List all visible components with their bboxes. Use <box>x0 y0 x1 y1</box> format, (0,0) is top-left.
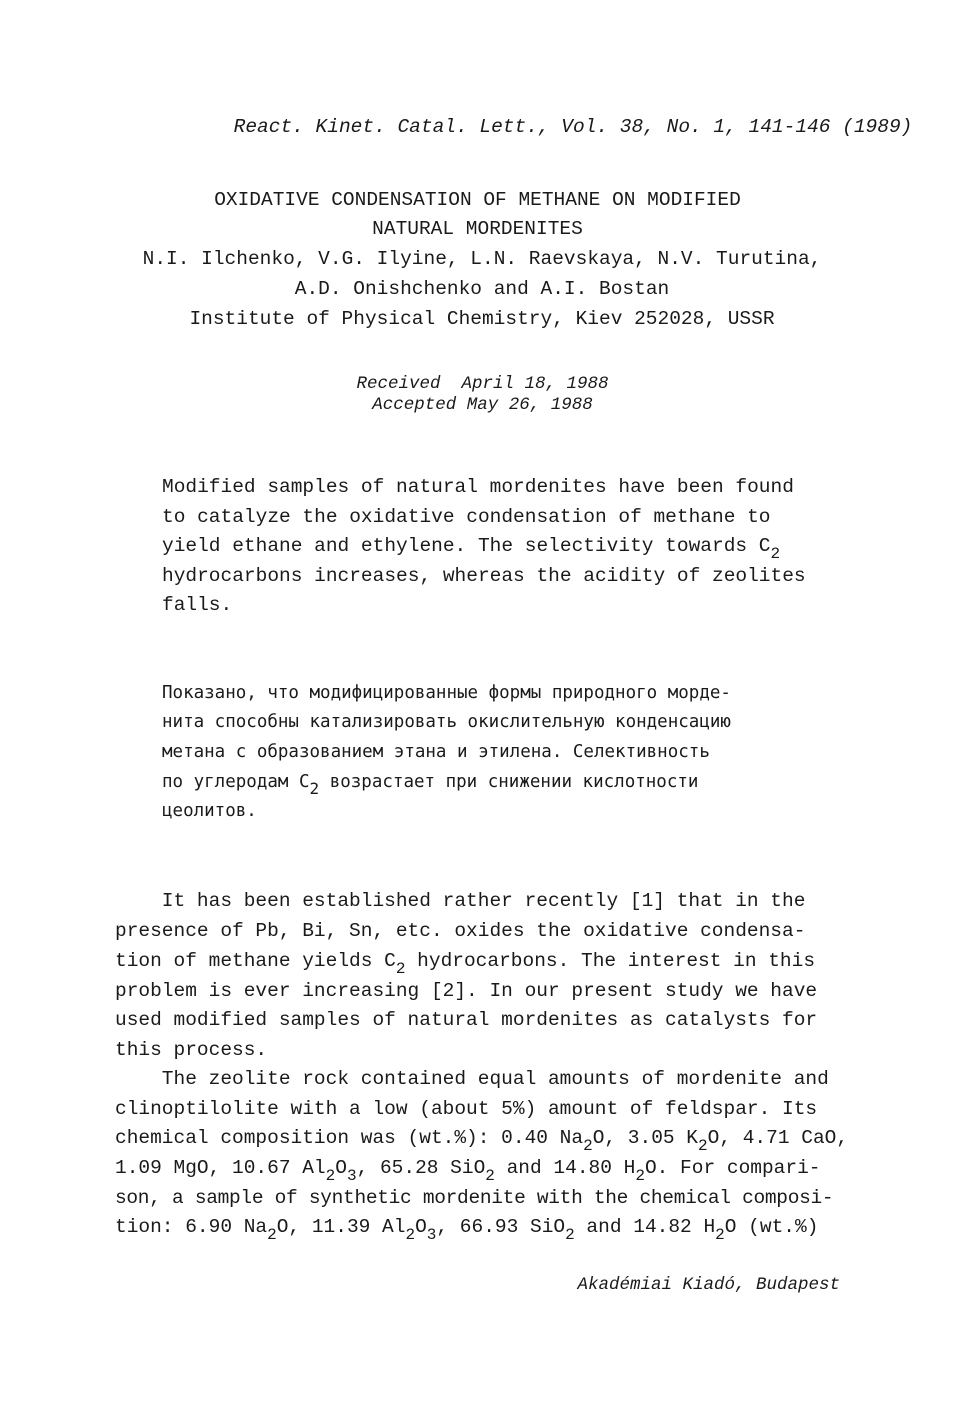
body-line: 1.09 MgO, 10.67 $Al_2O_3$, 65.28 SiO$_2$ and 14.80 $H_2O$. For compari- <box>115 1157 821 1185</box>
journal-citation: React. Kinet. Catal. Lett., Vol. 38, No. 1, 141-146 (1989) <box>233 116 913 138</box>
authors-line-2: A.D. Onishchenko and A.I. Bostan <box>294 278 670 300</box>
accepted-date: Accepted May 26, 1988 <box>372 395 593 415</box>
abstract-ru-line: метана с образованием этана и этилена. Селективность <box>162 742 710 762</box>
abstract-en-line: yield ethane and ethylene. The selectivity towards $C_2$ <box>162 535 781 563</box>
abstract-en-line: to catalyze the oxidative condensation of methane to <box>162 506 771 528</box>
body-line: It has been established rather recently [1] that in the <box>115 890 806 912</box>
abstract-ru-line: Показано, что модифицированные формы природного морде- <box>162 683 731 703</box>
abstract-en-line: Modified samples of natural mordenites have been found <box>162 476 794 498</box>
abstract-ru-line: по углеродам $C_2$ возрастает при снижении кислотности <box>162 772 699 798</box>
received-date: Received April 18, 1988 <box>356 374 609 394</box>
body-line: son, a sample of synthetic mordenite with the chemical composi- <box>115 1187 834 1209</box>
abstract-ru-line: нита способны катализировать окислительную конденсацию <box>162 712 731 732</box>
publisher-footer: Akadémiai Kiadó, Budapest <box>577 1275 840 1295</box>
body-line: tion: 6.90 $Na_2O$, 11.39 $Al_2O_3$, 66.93 SiO$_2$ and 14.82 $H_2O$ (wt.%) <box>115 1216 819 1244</box>
abstract-ru-line: цеолитов. <box>162 801 257 821</box>
paper-title-line-1: OXIDATIVE CONDENSATION OF METHANE ON MODIFIED <box>214 189 741 211</box>
body-line: this process. <box>115 1039 268 1061</box>
body-line: The zeolite rock contained equal amounts of mordenite and <box>115 1068 829 1090</box>
abstract-en-line: falls. <box>162 594 233 616</box>
paper-title-line-2: NATURAL MORDENITES <box>372 218 583 240</box>
affiliation: Institute of Physical Chemistry, Kiev 252028, USSR <box>189 308 775 330</box>
body-line: used modified samples of natural mordenites as catalysts for <box>115 1009 818 1031</box>
abstract-en-line: hydrocarbons increases, whereas the acidity of zeolites <box>162 565 806 587</box>
body-line: problem is ever increasing [2]. In our present study we have <box>115 980 818 1002</box>
authors-line-1: N.I. Ilchenko, V.G. Ilyine, L.N. Raevskaya, N.V. Turutina, <box>142 248 822 270</box>
body-line: chemical composition was (wt.%): 0.40 $Na_2O$, 3.05 $K_2O$, 4.71 CaO, <box>115 1127 849 1155</box>
body-line: presence of Pb, Bi, Sn, etc. oxides the oxidative condensa- <box>115 920 806 942</box>
body-line: tion of methane yields $C_2$ hydrocarbons. The interest in this <box>115 950 816 978</box>
body-line: clinoptilolite with a low (about 5%) amount of feldspar. Its <box>115 1098 818 1120</box>
